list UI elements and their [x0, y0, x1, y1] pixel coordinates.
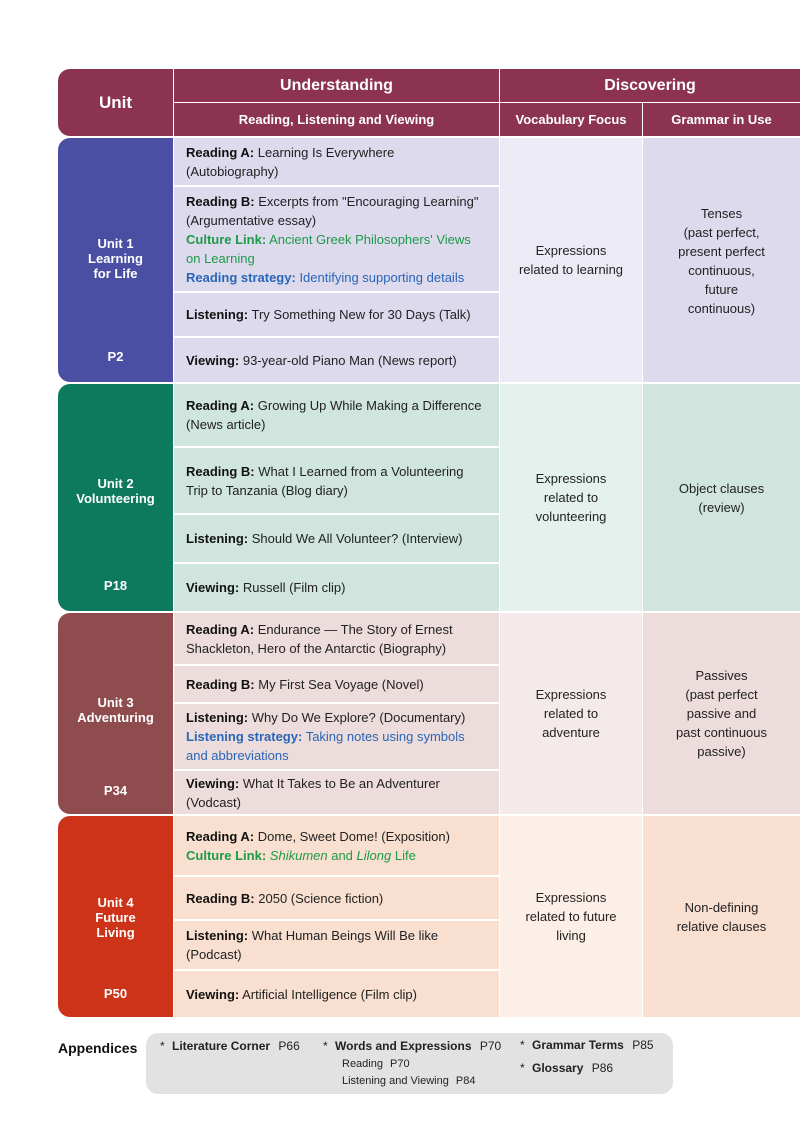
grammar-header [643, 103, 800, 136]
unit-3-reading-b [174, 666, 499, 702]
unit-header-label: Unit [98, 92, 133, 112]
unit-header [58, 69, 173, 136]
unit-3-page: P34 [103, 783, 128, 798]
rlv-header [174, 103, 499, 136]
row-text: Artificial Intelligence (Film clip) [242, 986, 417, 1002]
appendix-page: P66 [278, 1039, 300, 1053]
unit-2-title: Volunteering [76, 491, 155, 506]
row-text: What I Learned from a Volunteering Trip to Tanzania (Blog diary) [186, 463, 464, 498]
unit-2-viewing [174, 564, 499, 611]
row-label: Listening: [186, 307, 249, 322]
row-label: Reading A: [186, 621, 255, 637]
row-text: Dome, Sweet Dome! (Exposition) [257, 828, 450, 844]
unit-2-page: P18 [103, 578, 128, 593]
culture-link-term: Lilong [356, 847, 392, 863]
reading-strategy-text: Identifying supporting details [299, 269, 465, 285]
unit-2-number: Unit 2 [97, 476, 134, 491]
unit-1-grammar [643, 138, 800, 382]
appendix-sub-label: Listening and Viewing [342, 1075, 449, 1087]
unit-3-title: Adventuring [77, 710, 154, 725]
unit-1-title-line2: for Life [93, 266, 138, 281]
rlv-label: Reading, Listening and Viewing [238, 112, 435, 127]
row-text: My First Sea Voyage (Novel) [258, 676, 424, 692]
vocab-text: Expressions related to learning [518, 243, 624, 277]
culture-link-label: Culture Link: [186, 847, 267, 863]
row-label: Reading B: [186, 890, 255, 906]
appendix-sub-page: P84 [455, 1075, 476, 1087]
discovering-label: Discovering [604, 76, 696, 94]
grammar-line: relative clauses [676, 918, 767, 934]
grammar-line: Tenses [700, 206, 743, 221]
listening-strategy-label: Listening strategy: [186, 729, 303, 744]
unit-4-vocab [500, 816, 642, 1017]
row-text: 93-year-old Piano Man (News report) [242, 352, 457, 368]
unit-2-reading-b [174, 448, 499, 513]
unit-1-page: P2 [107, 349, 124, 364]
grammar-line: Object clauses [678, 480, 765, 496]
unit-2-grammar [643, 384, 800, 611]
unit-1-reading-b [174, 187, 499, 291]
grammar-line: (past perfect, [683, 225, 760, 240]
appendix-page: P86 [591, 1061, 614, 1075]
appendix-label: Grammar Terms [532, 1038, 624, 1052]
discovering-header [500, 69, 800, 102]
vocab-text: Expressions related to volunteering [535, 471, 607, 524]
bullet-icon: * [520, 1061, 525, 1075]
understanding-header [174, 69, 499, 102]
vocab-label: Vocabulary Focus [515, 112, 627, 127]
appendix-sub-page: P70 [390, 1058, 410, 1070]
unit-2-reading-a [174, 384, 499, 446]
bullet-icon: * [160, 1039, 165, 1053]
unit-1-block [58, 138, 173, 382]
appendix-sub-label: Reading [342, 1058, 383, 1070]
unit-4-page: P50 [103, 986, 128, 1001]
appendix-page: P85 [632, 1038, 654, 1052]
appendices-title-text: Appendices [58, 1040, 138, 1056]
grammar-line: continuous, [688, 263, 755, 278]
row-label: Listening: [186, 928, 249, 943]
row-label: Reading A: [186, 828, 255, 844]
unit-4-title-line1: Future [95, 910, 136, 925]
appendices-title [58, 1040, 137, 1056]
row-text: What Human Beings Will Be like (Podcast) [186, 928, 439, 962]
row-label: Viewing: [186, 352, 240, 368]
unit-4-title-line2: Living [96, 925, 135, 940]
row-text: Growing Up While Making a Difference (News article) [186, 398, 482, 432]
unit-4-viewing [174, 971, 499, 1017]
row-text: What It Takes to Be an Adventurer (Vodcast) [186, 775, 440, 810]
row-text: 2050 (Science fiction) [258, 890, 384, 906]
vocab-text: Expressions related to adventure [535, 687, 607, 740]
appendix-page: P70 [479, 1039, 502, 1053]
appendix-literature-corner [160, 1039, 300, 1053]
unit-4-reading-a [174, 816, 499, 875]
grammar-line: continuous) [687, 301, 756, 316]
understanding-label: Understanding [280, 76, 393, 94]
row-label: Viewing: [186, 775, 240, 791]
grammar-line: passive and [686, 706, 757, 721]
row-label: Reading A: [186, 144, 255, 160]
row-text: Russell (Film clip) [242, 580, 346, 595]
row-text: Endurance — The Story of Ernest Shackleton, Hero of the Antarctic (Biography) [186, 621, 453, 656]
unit-1-number: Unit 1 [97, 236, 134, 251]
grammar-line: (past perfect [685, 687, 758, 702]
row-text: Learning Is Everywhere (Autobiography) [186, 144, 395, 179]
appendix-words-expressions [323, 1039, 501, 1053]
appendix-glossary [520, 1061, 613, 1075]
unit-4-grammar [643, 816, 800, 1017]
unit-4-block [58, 816, 173, 1017]
unit-3-viewing [174, 771, 499, 814]
row-label: Listening: [186, 710, 249, 725]
reading-strategy-label: Reading strategy: [186, 269, 296, 285]
unit-3-vocab [500, 613, 642, 814]
appendix-label: Glossary [532, 1061, 584, 1075]
appendix-grammar-terms [520, 1038, 654, 1052]
appendix-label: Literature Corner [172, 1039, 271, 1053]
grammar-line: Non-defining [684, 899, 759, 915]
appendix-label: Words and Expressions [335, 1039, 472, 1053]
grammar-line: present perfect [678, 244, 765, 259]
row-label: Reading B: [186, 676, 255, 692]
grammar-line: (review) [698, 499, 745, 515]
unit-3-number: Unit 3 [97, 695, 134, 710]
grammar-line: Passives [695, 668, 748, 683]
culture-link-term: Shikumen [269, 847, 328, 863]
unit-2-block [58, 384, 173, 611]
bullet-icon: * [323, 1039, 328, 1053]
row-label: Viewing: [186, 986, 240, 1002]
unit-1-viewing [174, 338, 499, 382]
row-text: Why Do We Explore? (Documentary) [251, 710, 466, 725]
row-label: Reading B: [186, 193, 255, 209]
row-label: Listening: [186, 531, 249, 546]
listening-strategy-text: Taking notes using symbols and abbreviations [186, 729, 465, 763]
grammar-line: past continuous [675, 725, 768, 740]
unit-1-reading-a [174, 138, 499, 185]
unit-3-grammar [643, 613, 800, 814]
row-label: Reading A: [186, 398, 255, 413]
unit-2-vocab [500, 384, 642, 611]
bullet-icon: * [520, 1038, 525, 1052]
unit-4-number: Unit 4 [97, 895, 134, 910]
culture-link-text: and [327, 847, 357, 863]
vocab-text: Expressions related to future living [525, 890, 617, 943]
appendix-sub-listening-viewing [342, 1075, 475, 1087]
unit-3-reading-a [174, 613, 499, 664]
appendix-sub-reading [342, 1058, 410, 1070]
vocab-header [500, 103, 642, 136]
culture-link-text: Ancient Greek Philosophers' Views on Learning [186, 231, 471, 266]
unit-1-vocab [500, 138, 642, 382]
culture-link-text: Life [391, 847, 416, 863]
unit-1-title-line1: Learning [88, 251, 143, 266]
grammar-label: Grammar in Use [671, 112, 772, 127]
grammar-line: passive) [697, 744, 746, 759]
unit-4-reading-b [174, 877, 499, 919]
unit-2-listening [174, 515, 499, 562]
row-label: Viewing: [186, 580, 240, 595]
unit-3-block [58, 613, 173, 814]
row-text: Should We All Volunteer? (Interview) [251, 531, 463, 546]
culture-link-label: Culture Link: [186, 231, 267, 247]
row-label: Reading B: [186, 463, 255, 479]
grammar-line: future [704, 282, 739, 297]
unit-4-listening [174, 921, 499, 969]
row-text: Excerpts from "Encouraging Learning" (Argumentative essay) [186, 193, 479, 228]
unit-1-listening [174, 293, 499, 336]
row-text: Try Something New for 30 Days (Talk) [251, 307, 471, 322]
unit-3-listening [174, 704, 499, 769]
